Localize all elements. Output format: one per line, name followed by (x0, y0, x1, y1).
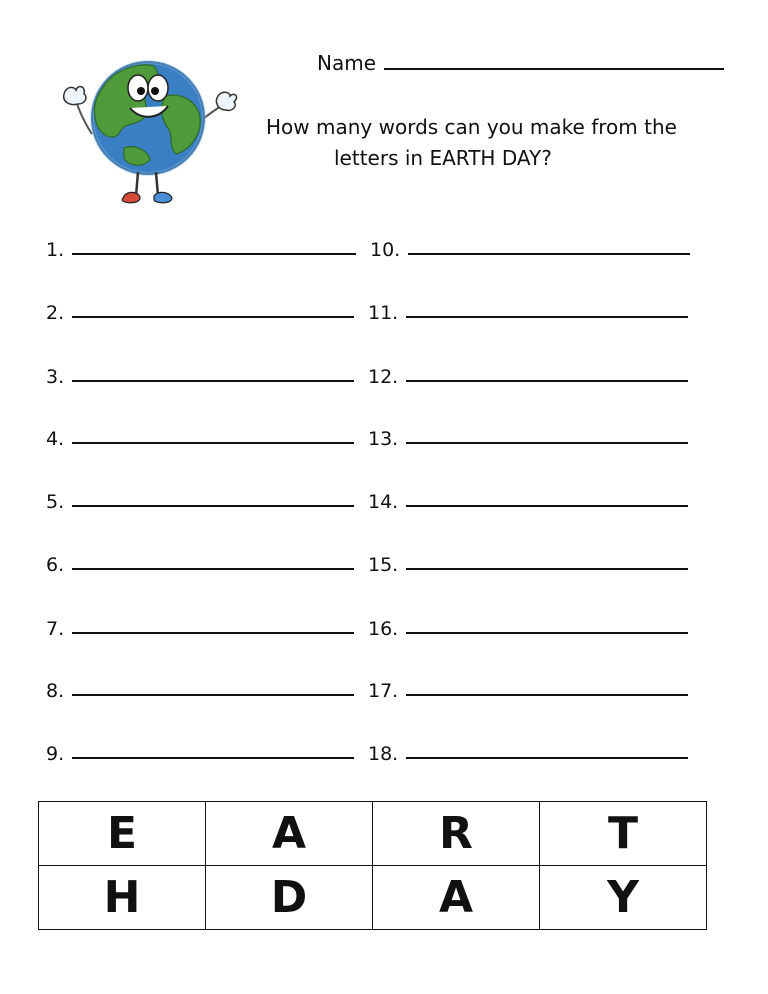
answer-blank[interactable] (406, 503, 688, 507)
name-label: Name (317, 51, 377, 75)
answer-line-13[interactable] (368, 428, 688, 450)
answer-blank[interactable] (72, 630, 354, 634)
answer-number: 14. (368, 491, 399, 513)
letter-cell: D (206, 866, 373, 930)
answer-line-11[interactable] (368, 302, 688, 324)
answer-number: 9. (46, 743, 65, 765)
answer-line-3[interactable] (46, 366, 354, 388)
name-blank-line[interactable] (384, 48, 724, 70)
answer-blank[interactable] (408, 251, 690, 255)
instructions (262, 112, 692, 174)
answer-line-15[interactable] (368, 554, 688, 576)
answer-line-6[interactable] (46, 554, 354, 576)
answer-blank[interactable] (72, 378, 354, 382)
prompt-line-1: How many words can you make from the (266, 115, 677, 139)
answer-number: 17. (368, 680, 399, 702)
name-field (317, 48, 724, 75)
letter-cell: R (373, 802, 540, 866)
earth-cartoon-icon (58, 56, 238, 216)
answer-blank[interactable] (406, 440, 688, 444)
answer-line-1[interactable] (46, 239, 356, 261)
answer-line-7[interactable] (46, 618, 354, 640)
letter-cell: Y (540, 866, 707, 930)
answer-number: 12. (368, 366, 399, 388)
letter-cell: A (206, 802, 373, 866)
answer-line-17[interactable] (368, 680, 688, 702)
answer-blank[interactable] (72, 251, 356, 255)
answer-number: 11. (368, 302, 399, 324)
answer-number: 1. (46, 239, 65, 261)
answer-blank[interactable] (72, 503, 354, 507)
answer-line-9[interactable] (46, 743, 354, 765)
answer-blank[interactable] (406, 566, 688, 570)
answer-line-18[interactable] (368, 743, 688, 765)
answer-blank[interactable] (72, 566, 354, 570)
answer-number: 2. (46, 302, 65, 324)
letter-cell: E (39, 802, 206, 866)
answer-line-10[interactable] (370, 239, 690, 261)
letter-grid (38, 801, 707, 930)
answer-number: 6. (46, 554, 65, 576)
answer-blank[interactable] (72, 440, 354, 444)
answer-blank[interactable] (72, 755, 354, 759)
answer-line-14[interactable] (368, 491, 688, 513)
answer-line-12[interactable] (368, 366, 688, 388)
answer-blank[interactable] (406, 755, 688, 759)
answer-blank[interactable] (406, 378, 688, 382)
answer-line-5[interactable] (46, 491, 354, 513)
letter-cell: A (373, 866, 540, 930)
answer-line-16[interactable] (368, 618, 688, 640)
answer-number: 15. (368, 554, 399, 576)
answer-number: 16. (368, 618, 399, 640)
letter-row (39, 866, 707, 930)
letter-cell: T (540, 802, 707, 866)
answer-number: 4. (46, 428, 65, 450)
answer-line-4[interactable] (46, 428, 354, 450)
answer-number: 8. (46, 680, 65, 702)
answer-line-2[interactable] (46, 302, 354, 324)
answer-number: 13. (368, 428, 399, 450)
answer-blank[interactable] (406, 692, 688, 696)
letter-row (39, 802, 707, 866)
answer-number: 10. (370, 239, 401, 261)
answer-number: 18. (368, 743, 399, 765)
answer-blank[interactable] (72, 314, 354, 318)
letter-cell: H (39, 866, 206, 930)
answer-number: 7. (46, 618, 65, 640)
answer-blank[interactable] (406, 630, 688, 634)
answer-blank[interactable] (406, 314, 688, 318)
prompt-line-2: letters in EARTH DAY? (334, 146, 552, 170)
answer-number: 3. (46, 366, 65, 388)
answer-line-8[interactable] (46, 680, 354, 702)
right-glove-icon (216, 92, 236, 110)
left-glove-icon (64, 87, 86, 105)
answer-number: 5. (46, 491, 65, 513)
answer-blank[interactable] (72, 692, 354, 696)
